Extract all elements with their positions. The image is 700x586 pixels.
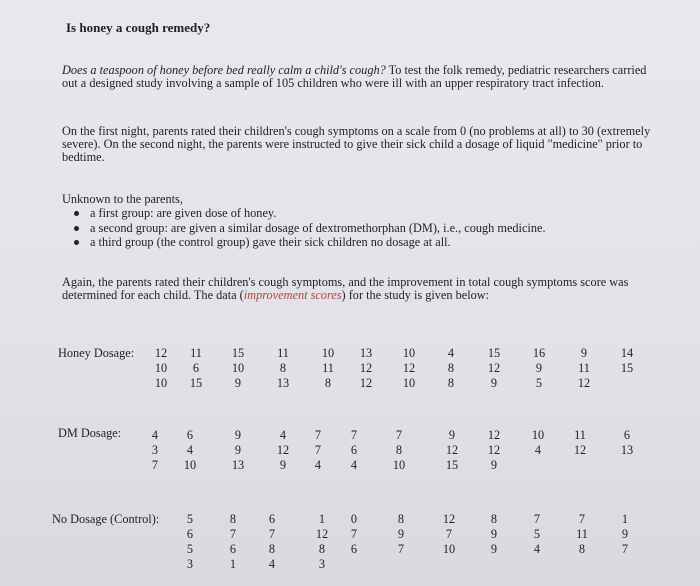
dm-score-cell: 10	[531, 428, 545, 442]
control-score-cell: 8	[268, 542, 276, 556]
honey-score-cell: 10	[402, 376, 416, 390]
dm-score-cell: 13	[620, 443, 634, 457]
control-dosage-label: No Dosage (Control):	[52, 512, 160, 526]
control-score-cell: 5	[186, 542, 194, 556]
dm-score-cell: 6	[623, 428, 631, 442]
paragraph-intro	[62, 64, 654, 90]
control-score-cell: 5	[186, 512, 194, 526]
honey-score-cell: 13	[276, 376, 290, 390]
honey-score-cell: 12	[154, 346, 168, 360]
study-description: To test the folk remedy, pediatric researchers carried out a designed study involving a sample of 105 children who were ill with an upper respiratory tract infection.	[62, 63, 647, 90]
honey-dosage-label: Honey Dosage:	[58, 346, 135, 360]
control-score-cell: 9	[397, 527, 405, 541]
dm-score-cell: 6	[186, 428, 194, 442]
control-score-cell: 9	[490, 527, 498, 541]
honey-score-cell: 10	[154, 361, 168, 375]
control-score-cell: 1	[229, 557, 237, 571]
data-intro-end: ) for the study is given below:	[341, 288, 490, 302]
control-score-cell: 6	[268, 512, 276, 526]
honey-score-cell: 6	[192, 361, 200, 375]
honey-score-cell: 10	[231, 361, 245, 375]
honey-score-cell: 8	[324, 376, 332, 390]
honey-score-cell: 10	[402, 346, 416, 360]
groups-list	[72, 206, 546, 250]
dm-score-cell: 8	[395, 443, 403, 457]
honey-score-cell: 11	[322, 361, 334, 375]
dm-score-cell: 12	[487, 428, 501, 442]
honey-score-cell: 8	[447, 376, 455, 390]
control-score-cell: 12	[442, 512, 456, 526]
honey-score-cell: 10	[321, 346, 335, 360]
document-title: Is honey a cough remedy?	[66, 20, 211, 35]
dm-score-cell: 9	[490, 458, 498, 472]
control-score-cell: 7	[578, 512, 586, 526]
control-score-cell: 1	[621, 512, 629, 526]
honey-score-cell: 12	[359, 361, 373, 375]
control-score-cell: 8	[397, 512, 405, 526]
paragraph-procedure: On the first night, parents rated their children's cough symptoms on a scale from 0 (no problems at all) to 30 (extremely severe). On the second night, the parents were instructed to give their sick child a dosage of liquid "medicine" prior to bedtime.	[62, 124, 651, 164]
dm-score-cell: 13	[231, 458, 245, 472]
dm-score-cell: 7	[151, 458, 159, 472]
dm-score-cell: 9	[234, 443, 242, 457]
control-score-cell: 8	[318, 542, 326, 556]
control-score-cell: 7	[397, 542, 405, 556]
control-score-cell: 7	[350, 527, 358, 541]
study-question: Does a teaspoon of honey before bed really calm a child's cough?	[62, 63, 386, 77]
honey-score-cell: 13	[359, 346, 373, 360]
honey-score-cell: 9	[580, 346, 588, 360]
control-score-cell: 8	[490, 512, 498, 526]
honey-score-cell: 11	[578, 361, 590, 375]
dm-score-cell: 10	[183, 458, 197, 472]
control-score-cell: 7	[445, 527, 453, 541]
dm-score-cell: 7	[350, 428, 358, 442]
groups-intro: Unknown to the parents,	[62, 192, 183, 206]
dm-score-cell: 6	[350, 443, 358, 457]
group-item-control: a third group (the control group) gave their sick children no dosage at all.	[72, 235, 546, 250]
dm-score-cell: 12	[573, 443, 587, 457]
dm-score-cell: 4	[279, 428, 287, 442]
control-score-cell: 7	[621, 542, 629, 556]
data-intro-text: Again, the parents rated their children's cough symptoms, and the improvement in total cough symptoms score was determined for each child. The data (	[62, 275, 629, 302]
dm-score-cell: 7	[395, 428, 403, 442]
honey-score-cell: 4	[447, 346, 455, 360]
dm-score-cell: 12	[276, 443, 290, 457]
honey-score-cell: 15	[620, 361, 634, 375]
dm-score-cell: 12	[487, 443, 501, 457]
control-score-cell: 6	[350, 542, 358, 556]
honey-score-cell: 9	[490, 376, 498, 390]
paragraph-data-intro	[62, 276, 654, 302]
honey-score-cell: 15	[189, 376, 203, 390]
dm-score-cell: 4	[314, 458, 322, 472]
group-item-honey: a first group: are given dose of honey.	[72, 206, 546, 221]
group-item-dm: a second group: are given a similar dosage of dextromethorphan (DM), i.e., cough medicine.	[72, 221, 546, 236]
honey-score-cell: 8	[447, 361, 455, 375]
dm-score-cell: 7	[314, 428, 322, 442]
control-score-cell: 5	[533, 527, 541, 541]
control-score-cell: 7	[533, 512, 541, 526]
dm-score-cell: 9	[448, 428, 456, 442]
control-score-cell: 3	[318, 557, 326, 571]
honey-score-cell: 10	[154, 376, 168, 390]
control-score-cell: 6	[229, 542, 237, 556]
honey-score-cell: 14	[620, 346, 634, 360]
honey-score-cell: 12	[577, 376, 591, 390]
honey-score-cell: 11	[277, 346, 289, 360]
improvement-scores-highlight: improvement scores	[243, 288, 342, 302]
honey-score-cell: 15	[487, 346, 501, 360]
honey-score-cell: 8	[279, 361, 287, 375]
honey-score-cell: 12	[487, 361, 501, 375]
dm-score-cell: 15	[445, 458, 459, 472]
control-score-cell: 0	[350, 512, 358, 526]
control-score-cell: 11	[576, 527, 588, 541]
control-score-cell: 6	[186, 527, 194, 541]
dm-score-cell: 4	[186, 443, 194, 457]
honey-score-cell: 12	[402, 361, 416, 375]
honey-score-cell: 12	[359, 376, 373, 390]
dm-score-cell: 10	[392, 458, 406, 472]
control-score-cell: 8	[578, 542, 586, 556]
honey-score-cell: 5	[535, 376, 543, 390]
honey-score-cell: 15	[231, 346, 245, 360]
dm-score-cell: 9	[279, 458, 287, 472]
dm-score-cell: 7	[314, 443, 322, 457]
dm-dosage-label: DM Dosage:	[58, 426, 122, 440]
control-score-cell: 7	[268, 527, 276, 541]
dm-score-cell: 12	[445, 443, 459, 457]
control-score-cell: 12	[315, 527, 329, 541]
control-score-cell: 8	[229, 512, 237, 526]
honey-score-cell: 9	[234, 376, 242, 390]
control-score-cell: 4	[268, 557, 276, 571]
dm-score-cell: 4	[350, 458, 358, 472]
control-score-cell: 1	[318, 512, 326, 526]
control-score-cell: 9	[490, 542, 498, 556]
control-score-cell: 4	[533, 542, 541, 556]
dm-score-cell: 9	[234, 428, 242, 442]
control-score-cell: 7	[229, 527, 237, 541]
dm-score-cell: 11	[574, 428, 586, 442]
dm-score-cell: 4	[534, 443, 542, 457]
control-score-cell: 9	[621, 527, 629, 541]
dm-score-cell: 4	[151, 428, 159, 442]
honey-score-cell: 16	[532, 346, 546, 360]
dm-score-cell: 3	[151, 443, 159, 457]
control-score-cell: 3	[186, 557, 194, 571]
control-score-cell: 10	[442, 542, 456, 556]
honey-score-cell: 9	[535, 361, 543, 375]
honey-score-cell: 11	[190, 346, 202, 360]
